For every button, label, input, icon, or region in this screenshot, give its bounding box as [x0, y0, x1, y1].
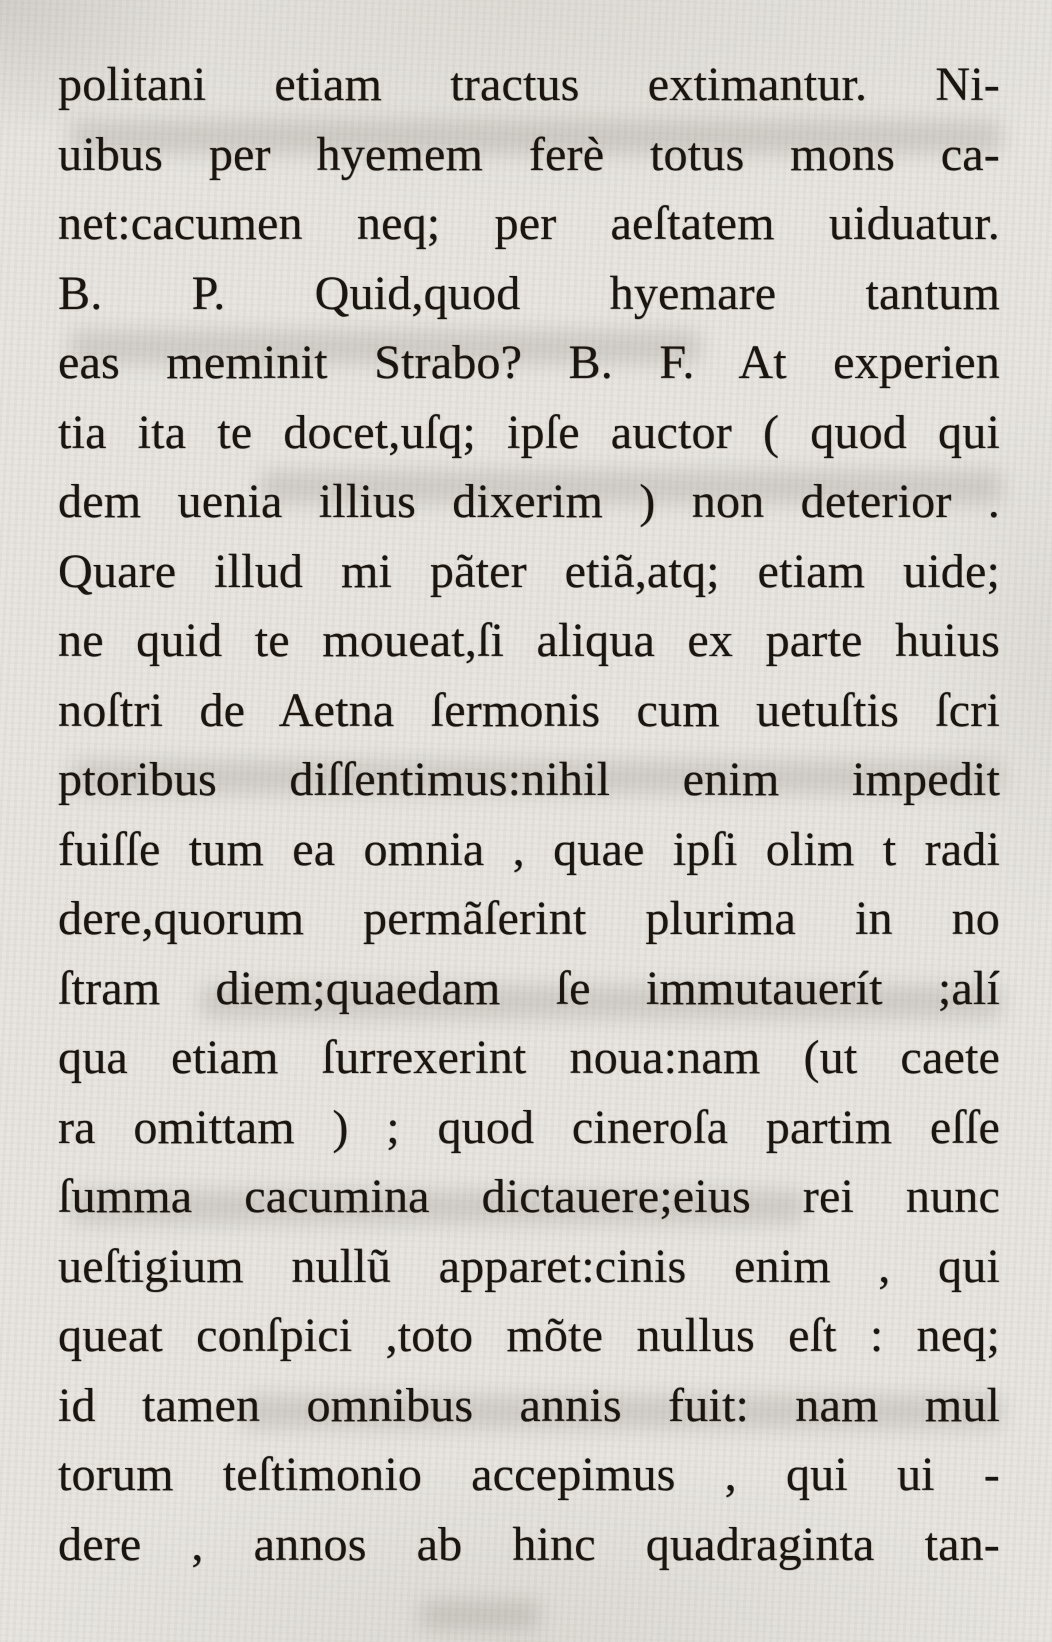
text-line: dere , annos ab hinc quadraginta tan-: [58, 1517, 1000, 1571]
text-line: dem uenia illius dixerim ) non deterior .: [58, 475, 1000, 528]
text-line: ſumma cacumina dictauere;eius rei nunc: [58, 1170, 1000, 1223]
text-line: net:cacumen neq; per aeſtatem uiduatur.: [58, 197, 1000, 250]
text-line: Quare illud mi pãter etiã,atq; etiam uide;: [58, 544, 1000, 598]
text-line: ra omittam ) ; quod cineroſa partim eſſe: [58, 1100, 1000, 1154]
text-line: id tamen omnibus annis fuit: nam mul: [58, 1378, 1000, 1432]
text-line: eas meminit Strabo? B. F. At experien: [58, 336, 1000, 389]
text-line: torum teſtimonio accepimus , qui ui -: [58, 1448, 1000, 1501]
text-line: politani etiam tractus extimantur. Ni-: [58, 58, 1000, 111]
text-line: ſtram diem;quaedam ſe immutauerít ;alí: [58, 961, 1000, 1015]
text-line: ueſtigium nullũ apparet:cinis enim , qui: [58, 1239, 1000, 1293]
show-through-mark: [420, 1600, 540, 1630]
text-line: noſtri de Aetna ſermonis cum uetuſtis ſcri: [58, 683, 1000, 737]
text-line: B. P. Quid,quod hyemare tantum: [58, 266, 1000, 320]
text-line: tia ita te docet,uſq; ipſe auctor ( quod qui: [58, 405, 1000, 459]
text-line: qua etiam ſurrexerint noua:nam (ut caete: [58, 1031, 1000, 1084]
text-line: queat conſpici ,toto mõte nullus eſt : neq;: [58, 1309, 1000, 1362]
text-line: dere,quorum permãſerint plurima in no: [58, 892, 1000, 945]
text-block: [58, 50, 1000, 1579]
text-line: ne quid te moueat,ſi aliqua ex parte huius: [58, 614, 1000, 667]
text-line: ptoribus diſſentimus:nihil enim impedit: [58, 753, 1000, 806]
text-line: fuiſſe tum ea omnia , quae ipſi olim t radi: [58, 822, 1000, 876]
text-line: uibus per hyemem ferè totus mons ca-: [58, 127, 1000, 181]
